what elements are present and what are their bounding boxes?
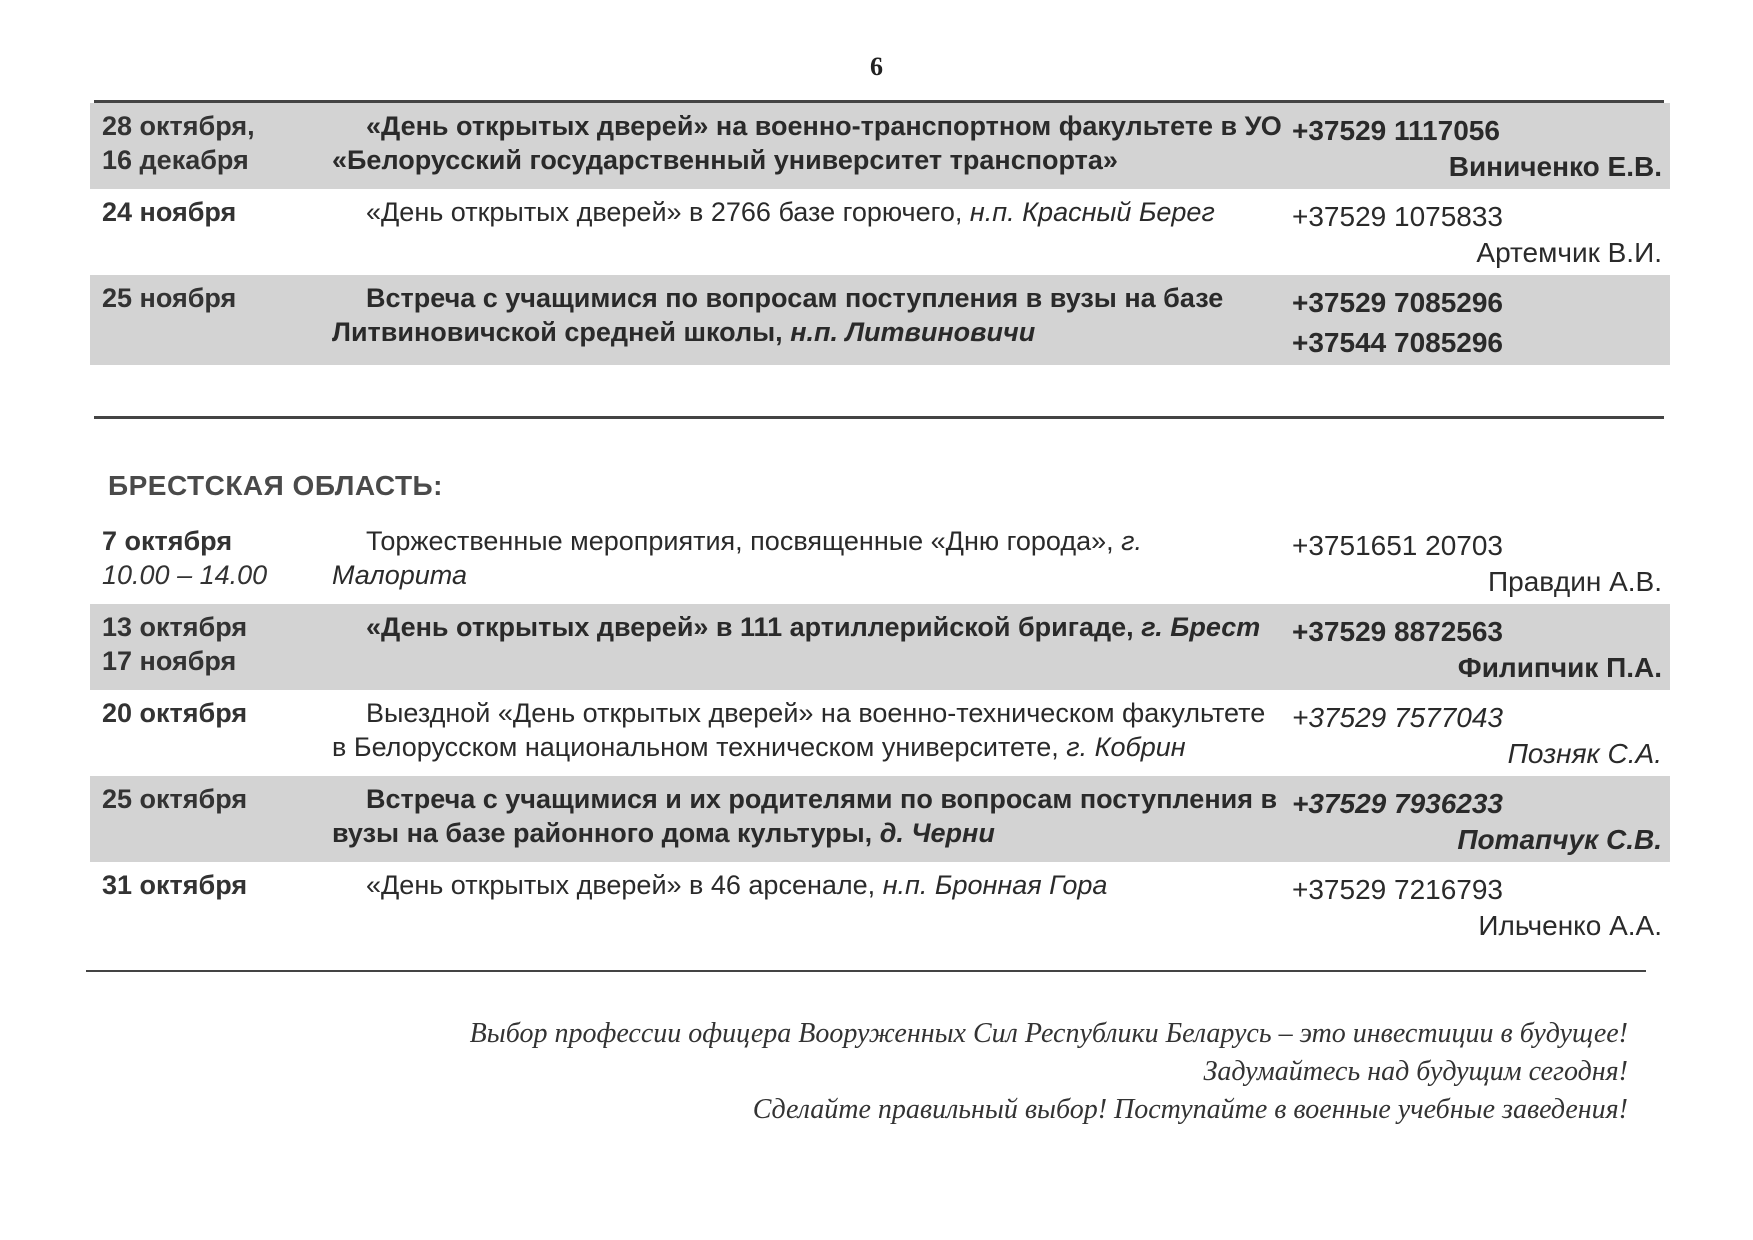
event-location: н.п. Бронная Гора <box>882 870 1108 900</box>
event-time: 10.00 – 14.00 <box>102 560 268 590</box>
table-row <box>90 275 1670 365</box>
contact-phone: +37529 7085296 <box>1292 287 1503 318</box>
event-description <box>332 868 1282 944</box>
event-description <box>332 696 1282 772</box>
brest-table-rule-bottom <box>86 970 1646 972</box>
contact-person: Ильченко А.А. <box>1478 910 1662 941</box>
event-description <box>332 524 1282 600</box>
contact-person: Потапчук С.В. <box>1457 824 1662 855</box>
event-date-line: 31 октября <box>102 870 248 900</box>
footer-slogan <box>470 1015 1628 1129</box>
event-location: н.п. Литвиновичи <box>790 317 1036 347</box>
event-date-line: 25 ноября <box>102 283 237 313</box>
table-row <box>90 518 1670 604</box>
brest-events-table <box>90 518 1670 948</box>
event-location: г. Кобрин <box>1066 732 1186 762</box>
event-description <box>332 109 1282 185</box>
contact-phone: +37529 7216793 <box>1292 874 1503 905</box>
event-date <box>90 524 332 600</box>
contact-person: Позняк С.А. <box>1507 738 1662 769</box>
event-description-text: Выездной «День открытых дверей» на военно-техническом факультете в Белорусском национальном техническом университете, <box>332 698 1266 762</box>
event-date-line: 13 октября <box>102 612 248 642</box>
table-row <box>90 189 1670 275</box>
event-description-text: «День открытых дверей» в 111 артиллерийской бригаде, <box>366 612 1134 642</box>
event-date <box>90 782 332 858</box>
table-row <box>90 604 1670 690</box>
event-contact <box>1282 109 1670 185</box>
event-date <box>90 610 332 686</box>
event-contact <box>1282 696 1670 772</box>
event-description-text: Торжественные мероприятия, посвященные «Дню города», <box>366 526 1114 556</box>
event-date <box>90 696 332 772</box>
event-date-line: 17 ноября <box>102 646 237 676</box>
table-row <box>90 103 1670 189</box>
contact-phone: +37529 7936233 <box>1292 788 1503 819</box>
contact-person: Виниченко Е.В. <box>1448 151 1662 182</box>
event-location: н.п. Красный Берег <box>969 197 1215 227</box>
contact-phone: +37544 7085296 <box>1292 327 1503 358</box>
event-date-line: 16 декабря <box>102 145 249 175</box>
page-number: 6 <box>870 52 883 81</box>
top-events-table <box>90 103 1670 365</box>
event-description <box>332 195 1282 271</box>
footer-line: Выбор профессии офицера Вооруженных Сил Республики Беларусь – это инвестиции в будущее! <box>469 1018 1628 1049</box>
event-contact <box>1282 281 1670 361</box>
section-title-brest: БРЕСТСКАЯ ОБЛАСТЬ: <box>108 470 443 501</box>
event-description <box>332 782 1282 858</box>
table-row <box>90 690 1670 776</box>
event-location: д. Черни <box>879 818 995 848</box>
contact-person: Правдин А.В. <box>1488 566 1662 597</box>
contact-phone: +37529 1075833 <box>1292 201 1503 232</box>
event-contact <box>1282 868 1670 944</box>
event-date <box>90 109 332 185</box>
event-date <box>90 281 332 361</box>
event-date-line: 25 октября <box>102 784 248 814</box>
contact-person: Филипчик П.А. <box>1457 652 1662 683</box>
contact-person: Артемчик В.И. <box>1476 237 1662 268</box>
event-location: г. Малорита <box>332 526 1142 590</box>
contact-phone: +37529 8872563 <box>1292 616 1503 647</box>
event-date-line: 7 октября <box>102 526 233 556</box>
contact-phone: +37529 1117056 <box>1292 115 1500 146</box>
contact-phone: +3751651 20703 <box>1292 530 1503 561</box>
table-row <box>90 776 1670 862</box>
event-description-text: Встреча с учащимися по вопросам поступления в вузы на базе Литвиновичской средней школы, <box>332 283 1224 347</box>
event-date-line: 24 ноября <box>102 197 237 227</box>
event-description-text: «День открытых дверей» в 2766 базе горючего, <box>366 197 963 227</box>
event-description-text: «День открытых дверей» в 46 арсенале, <box>366 870 876 900</box>
footer-line: Задумайтесь над будущим сегодня! <box>1203 1056 1628 1087</box>
contact-phone: +37529 7577043 <box>1292 702 1503 733</box>
event-date <box>90 195 332 271</box>
event-contact <box>1282 610 1670 686</box>
event-date-line: 20 октября <box>102 698 248 728</box>
top-table-rule-bottom <box>94 416 1664 419</box>
event-location: г. Брест <box>1141 612 1261 642</box>
event-date-line: 28 октября, <box>102 111 255 141</box>
event-contact <box>1282 782 1670 858</box>
event-date <box>90 868 332 944</box>
event-description-text: Встреча с учащимися и их родителями по вопросам поступления в вузы на базе районного дома культуры, <box>332 784 1278 848</box>
event-description <box>332 281 1282 361</box>
event-description-text: «День открытых дверей» на военно-транспортном факультете в УО «Белорусский государственный университет транспорта» <box>332 111 1282 175</box>
table-row <box>90 862 1670 948</box>
event-contact <box>1282 524 1670 600</box>
event-contact <box>1282 195 1670 271</box>
event-description <box>332 610 1282 686</box>
footer-line: Сделайте правильный выбор! Поступайте в военные учебные заведения! <box>752 1094 1628 1125</box>
